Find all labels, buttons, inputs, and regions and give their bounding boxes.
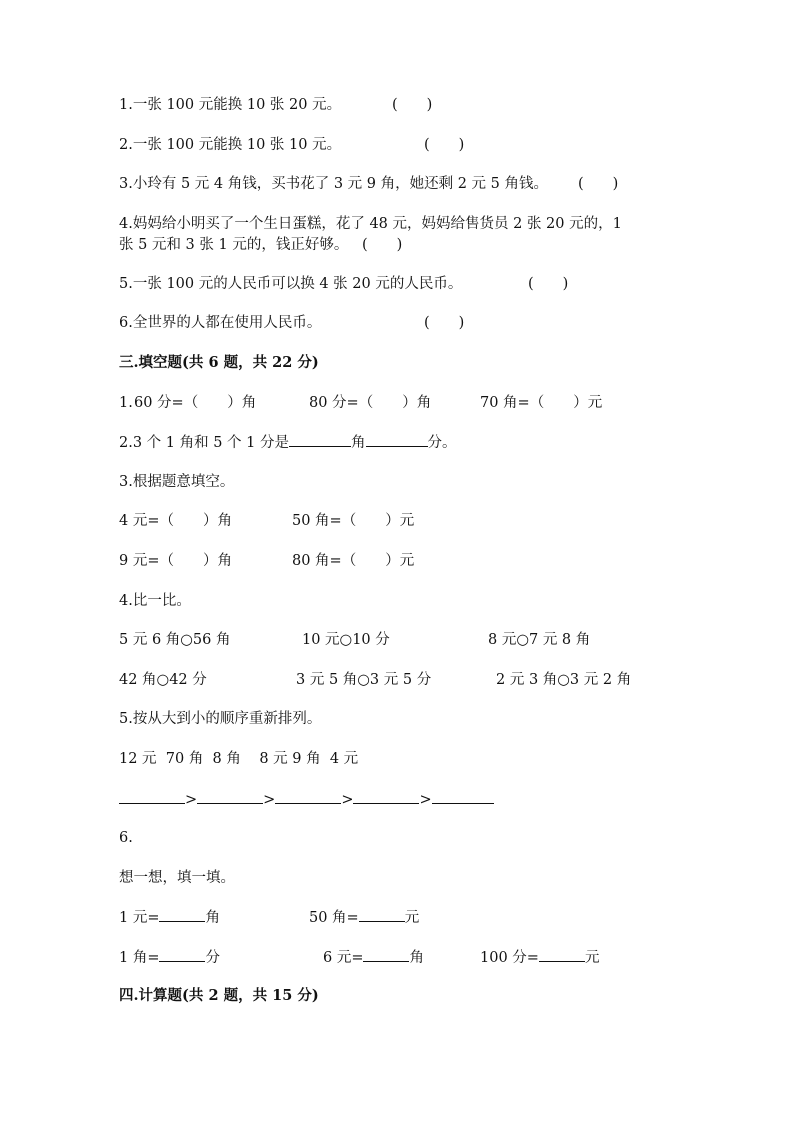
fill-q5-title: 5.按从大到小的顺序重新排列。 bbox=[119, 711, 322, 727]
fill-q1-a: 60 分=（ ）角 bbox=[134, 395, 257, 411]
fill-q2-blank-1[interactable] bbox=[289, 432, 351, 447]
fill-q1-c: 70 角=（ ）元 bbox=[480, 395, 603, 411]
fill-q6-blank-d[interactable] bbox=[363, 947, 409, 962]
tf-item-4-line2: 张 5 元和 3 张 1 元的，钱正好够。 bbox=[119, 237, 349, 253]
tf-item-3: 3.小玲有 5 元 4 角钱，买书花了 3 元 9 角，她还剩 2 元 5 角钱。 bbox=[119, 176, 548, 192]
fill-q2: 2.3 个 1 角和 5 个 1 分是 角 分。 bbox=[119, 432, 457, 453]
order-blank-4[interactable] bbox=[353, 789, 419, 804]
order-blank-3[interactable] bbox=[275, 789, 341, 804]
fill-q1-num: 1. bbox=[119, 395, 133, 411]
tf-answer-paren-5: ( ) bbox=[528, 276, 569, 292]
fill-q6-blank-c[interactable] bbox=[159, 947, 205, 962]
compare-r2-a: 42 角○42 分 bbox=[119, 672, 207, 688]
fill-q6-a: 1 元= 角 bbox=[119, 907, 220, 928]
fill-q6-blank-b[interactable] bbox=[359, 907, 405, 922]
compare-r1-b: 10 元○10 分 bbox=[302, 632, 390, 648]
fill-q2-blank-2[interactable] bbox=[366, 432, 428, 447]
order-blank-1[interactable] bbox=[119, 789, 185, 804]
compare-r2-c: 2 元 3 角○3 元 2 角 bbox=[496, 672, 632, 688]
fill-q6-title: 想一想，填一填。 bbox=[119, 870, 235, 886]
fill-q3-title: 3.根据题意填空。 bbox=[119, 474, 235, 490]
section-4-title: 四.计算题(共 2 题，共 15 分) bbox=[119, 987, 319, 1004]
fill-q3-r2a: 9 元=（ ）角 bbox=[119, 553, 232, 569]
fill-q3-r2b: 80 角=（ ）元 bbox=[292, 553, 415, 569]
compare-r2-b: 3 元 5 角○3 元 5 分 bbox=[296, 672, 432, 688]
tf-item-4-line1: 4.妈妈给小明买了一个生日蛋糕，花了 48 元，妈妈给售货员 2 张 20 元的，1 bbox=[119, 216, 622, 232]
fill-q5-items: 12 元 70 角 8 角 8 元 9 角 4 元 bbox=[119, 751, 359, 767]
compare-r1-c: 8 元○7 元 8 角 bbox=[488, 632, 591, 648]
fill-q6-num: 6. bbox=[119, 830, 133, 846]
fill-q6-blank-a[interactable] bbox=[159, 907, 205, 922]
fill-q6-b: 50 角= 元 bbox=[309, 907, 419, 928]
tf-answer-paren-1: ( ) bbox=[392, 97, 433, 113]
order-blanks: > > > > bbox=[119, 789, 494, 810]
tf-item-1: 1.一张 100 元能换 10 张 20 元。 bbox=[119, 97, 342, 113]
fill-q1-b: 80 分=（ ）角 bbox=[309, 395, 432, 411]
fill-q6-e: 100 分= 元 bbox=[480, 947, 599, 968]
fill-q3-r1b: 50 角=（ ）元 bbox=[292, 513, 415, 529]
tf-item-6: 6.全世界的人都在使用人民币。 bbox=[119, 315, 322, 331]
fill-q6-c: 1 角= 分 bbox=[119, 947, 220, 968]
fill-q6-blank-e[interactable] bbox=[539, 947, 585, 962]
tf-answer-paren-2: ( ) bbox=[424, 137, 465, 153]
order-blank-5[interactable] bbox=[432, 789, 494, 804]
tf-answer-paren-4: ( ) bbox=[362, 237, 403, 253]
tf-answer-paren-3: ( ) bbox=[578, 176, 619, 192]
tf-item-2: 2.一张 100 元能换 10 张 10 元。 bbox=[119, 137, 342, 153]
order-blank-2[interactable] bbox=[197, 789, 263, 804]
fill-q3-r1a: 4 元=（ ）角 bbox=[119, 513, 232, 529]
fill-q4-title: 4.比一比。 bbox=[119, 593, 191, 609]
compare-r1-a: 5 元 6 角○56 角 bbox=[119, 632, 231, 648]
section-3-title: 三.填空题(共 6 题，共 22 分) bbox=[119, 354, 319, 371]
fill-q6-d: 6 元= 角 bbox=[323, 947, 424, 968]
tf-answer-paren-6: ( ) bbox=[424, 315, 465, 331]
tf-item-5: 5.一张 100 元的人民币可以换 4 张 20 元的人民币。 bbox=[119, 276, 463, 292]
